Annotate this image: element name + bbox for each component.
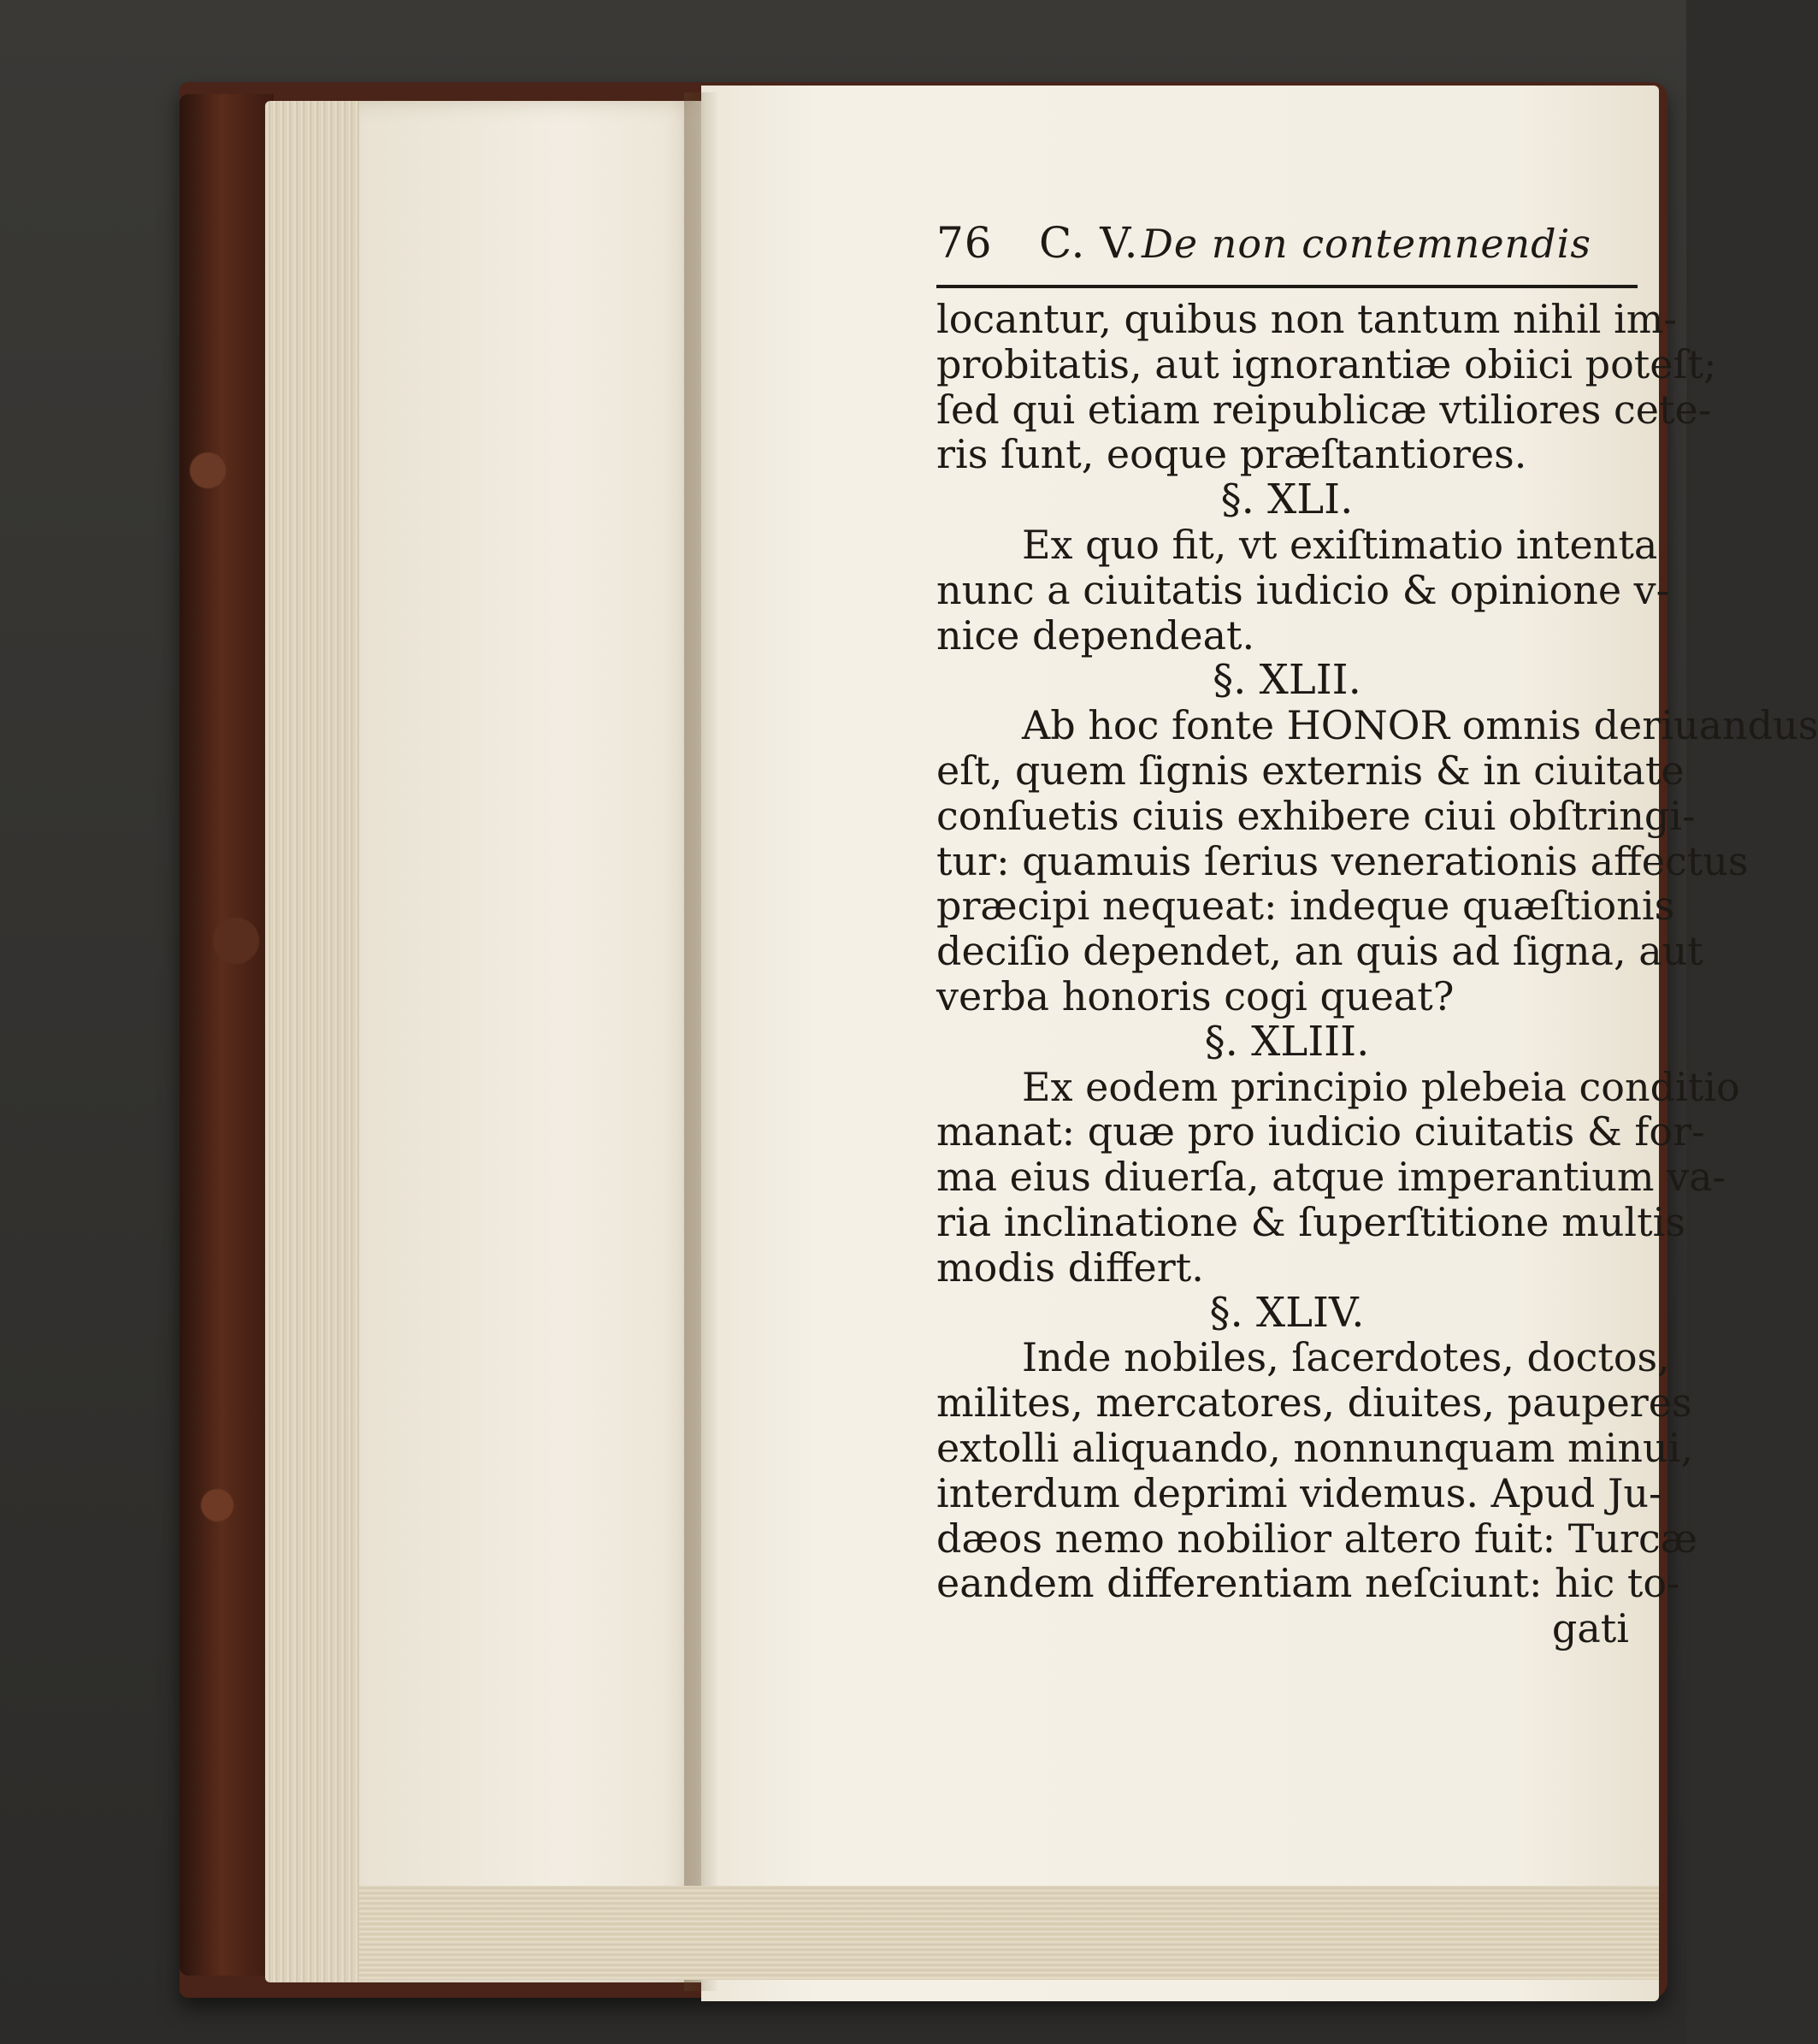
body-text <box>936 296 1818 1607</box>
page-bottom-edge <box>359 1886 1659 1980</box>
catchword: gati <box>1551 1605 1629 1652</box>
text-line: probitatis, aut ignorantiæ obiici poteſt; <box>936 340 1717 387</box>
text-line: nunc a ciuitatis iudicio & opinione v- <box>936 566 1670 613</box>
text-line: ſed qui etiam reipublicæ vtiliores cete- <box>936 386 1712 433</box>
text-line: deciſio dependet, an quis ad ſigna, aut <box>936 928 1703 975</box>
section-heading: §. XLIII. <box>1204 1017 1370 1066</box>
text-line: verba honoris cogi queat? <box>936 972 1455 1019</box>
text-line: tur: quamuis ſerius venerationis affectus <box>936 837 1749 884</box>
section-heading: §. XLII. <box>1213 656 1361 705</box>
section-heading: §. XLIV. <box>1209 1288 1365 1337</box>
text-line: extolli aliquando, nonnunquam minui, <box>936 1424 1693 1471</box>
page-number: 76 <box>936 218 993 268</box>
text-line: Ex eodem principio plebeia conditio <box>1022 1063 1740 1110</box>
text-line: eſt, quem ſignis externis & in ciuitate <box>936 747 1685 794</box>
text-line: conſuetis ciuis exhibere ciui obſtringi- <box>936 792 1696 839</box>
text-line: interdum deprimi videmus. Apud Ju- <box>936 1469 1662 1516</box>
text-line: nice dependeat. <box>936 611 1255 659</box>
text-line: ris ſunt, eoque præſtantiores. <box>936 431 1527 478</box>
page-gutter <box>684 92 718 1991</box>
chapter-label: C. V. <box>1039 218 1139 268</box>
text-line: locantur, quibus non tantum nihil im- <box>936 296 1677 342</box>
header-rule <box>936 285 1638 288</box>
page-text <box>936 218 1818 1652</box>
text-line: Inde nobiles, ſacerdotes, doctos, <box>1022 1334 1670 1381</box>
text-line: Ex quo fit, vt exiſtimatio intenta <box>1022 521 1658 568</box>
running-title: De non contemnendis <box>1142 221 1591 267</box>
section-heading: §. XLI. <box>1220 476 1354 524</box>
text-line: ria inclinatione & ſuperſtitione multis <box>936 1198 1685 1245</box>
book-spine <box>180 94 274 1976</box>
text-line: ma eius diuerſa, atque imperantium va- <box>936 1154 1727 1201</box>
text-line: præcipi nequeat: indeque quæſtionis <box>936 883 1675 930</box>
running-head <box>936 218 1638 271</box>
text-line: modis differt. <box>936 1244 1204 1291</box>
text-line: dæos nemo nobilior altero fuit: Turcæ <box>936 1515 1698 1562</box>
text-line: manat: quæ pro iudicio ciuitatis & for- <box>936 1108 1705 1155</box>
text-line: eandem differentiam neſciunt: hic to- <box>936 1560 1680 1607</box>
blank-left-page <box>359 101 701 1982</box>
text-line: Ab hoc fonte HONOR omnis deriuandus <box>1022 702 1818 749</box>
text-line: milites, mercatores, diuites, pauperes <box>936 1379 1692 1427</box>
